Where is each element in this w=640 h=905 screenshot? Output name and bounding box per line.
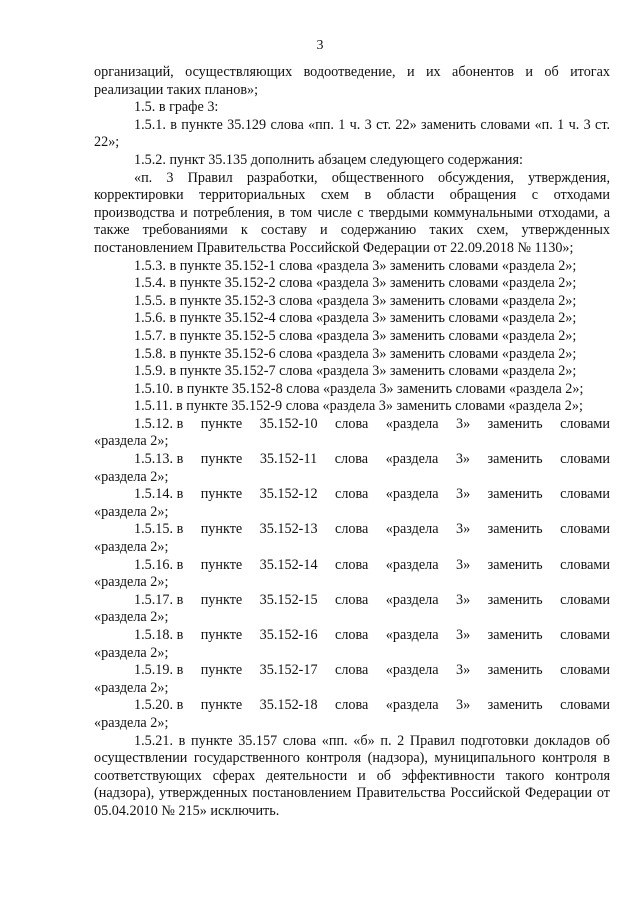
list-item-word: «раздела: [385, 662, 439, 679]
list-item-first-line: [94, 627, 610, 645]
list-item-word: слова: [334, 451, 369, 468]
list-item-word: 1.5.15. в: [134, 521, 184, 538]
list-item: 1.5.6. в пункте 35.152-4 слова «раздела 3» заменить словами «раздела 2»;: [134, 310, 577, 327]
long-items-list: [94, 416, 610, 733]
list-item-word: заменить: [487, 591, 543, 608]
list-item-word: 35.152-15: [259, 591, 318, 608]
list-item-continuation: «раздела 2»;: [94, 539, 169, 556]
list-item: 1.5.7. в пункте 35.152-5 слова «раздела 3» заменить словами «раздела 2»;: [134, 327, 577, 344]
list-item-word: заменить: [487, 697, 543, 714]
list-item-word: 3»: [455, 415, 471, 432]
list-item-word: 35.152-14: [259, 556, 318, 573]
list-item-word: «раздела: [385, 556, 439, 573]
list-item-first-line: [94, 416, 610, 434]
list-item-continuation: «раздела 2»;: [94, 644, 169, 661]
list-item-word: пункте: [200, 662, 243, 679]
list-item-word: «раздела: [385, 697, 439, 714]
list-item-word: заменить: [487, 627, 543, 643]
list-item-word: 3»: [455, 627, 471, 643]
list-item-word: слова: [335, 486, 369, 503]
list-item-word: 35.152-13: [259, 521, 318, 538]
list-item: [94, 521, 610, 556]
list-item-word: 35.152-12: [259, 486, 318, 503]
paragraph-1-5-21: 1.5.21. в пункте 35.157 слова «пп. «б» п. 2 Правил подготовки докладов об осуществлении государственного контроля (надзора), муниципального контроля в соответствующих сферах деятельности и об эффективности такого контроля (надзора), утвержденных постановлением Правительства Российской Федерации от 05.04.2010 № 215» исключить.: [94, 732, 610, 819]
list-item-first-line: [94, 557, 610, 575]
list-item: 1.5.4. в пункте 35.152-2 слова «раздела 3» заменить словами «раздела 2»;: [134, 275, 577, 292]
list-item-word: «раздела: [385, 591, 439, 608]
list-item-word: слова: [335, 415, 369, 432]
list-item-word: «раздела: [385, 627, 439, 643]
list-item-word: заменить: [487, 451, 543, 468]
list-item-continuation: «раздела 2»;: [94, 714, 169, 731]
short-items-list: [94, 258, 610, 416]
list-item-word: 35.152-11: [259, 451, 318, 468]
list-item-word: пункте: [200, 697, 243, 714]
list-item-word: словами: [560, 415, 610, 432]
list-item-word: словами: [560, 556, 610, 573]
list-item: [94, 557, 610, 592]
list-item-word: 35.152-18: [259, 697, 318, 714]
list-item-word: словами: [560, 451, 610, 468]
list-item-continuation: «раздела 2»;: [94, 433, 169, 450]
list-item-word: 1.5.17. в: [134, 591, 184, 608]
list-item-word: словами: [560, 662, 610, 679]
list-item-word: словами: [560, 486, 610, 503]
list-item: 1.5.8. в пункте 35.152-6 слова «раздела 3» заменить словами «раздела 2»;: [134, 345, 577, 362]
list-item-word: заменить: [487, 556, 543, 573]
list-item: 1.5.3. в пункте 35.152-1 слова «раздела 3» заменить словами «раздела 2»;: [134, 257, 577, 274]
list-item-word: 3»: [455, 556, 471, 573]
list-item-first-line: [94, 486, 610, 504]
list-item: [94, 451, 610, 486]
list-item-word: пункте: [200, 451, 243, 468]
list-item-word: 3»: [455, 697, 471, 714]
page-number: 3: [316, 38, 324, 53]
list-item: 1.5.5. в пункте 35.152-3 слова «раздела 3» заменить словами «раздела 2»;: [134, 292, 577, 309]
list-item-word: 3»: [455, 521, 471, 538]
list-item-first-line: [94, 521, 610, 539]
list-item-word: 3»: [455, 486, 471, 503]
list-item: 1.5.11. в пункте 35.152-9 слова «раздела 3» заменить словами «раздела 2»;: [134, 398, 583, 415]
list-item-word: 3»: [455, 451, 471, 468]
paragraph-1-5: 1.5. в графе 3:: [134, 99, 219, 116]
list-item-first-line: [94, 697, 610, 715]
list-item: [94, 486, 610, 521]
list-item-continuation: «раздела 2»;: [94, 503, 169, 520]
list-item-word: «раздела: [385, 451, 439, 468]
list-item-word: 1.5.13. в: [134, 451, 184, 468]
list-item-word: заменить: [487, 662, 543, 679]
list-item-word: 1.5.20. в: [134, 697, 184, 714]
list-item-word: слова: [335, 662, 369, 679]
list-item-word: пункте: [200, 627, 243, 643]
list-item-word: слова: [335, 627, 369, 643]
list-item-word: 3»: [455, 591, 471, 608]
list-item-first-line: [94, 662, 610, 680]
list-item: [94, 697, 610, 732]
document-body: [94, 64, 610, 821]
list-item-word: «раздела: [385, 415, 439, 432]
list-item-word: 1.5.14. в: [134, 486, 184, 503]
list-item-word: слова: [335, 591, 369, 608]
paragraph-1-5-2: 1.5.2. пункт 35.135 дополнить абзацем следующего содержания:: [134, 151, 523, 168]
list-item-word: «раздела: [385, 486, 439, 503]
list-item-word: 35.152-10: [259, 415, 318, 432]
list-item: [94, 592, 610, 627]
list-item-word: пункте: [200, 486, 243, 503]
list-item-continuation: «раздела 2»;: [94, 574, 169, 591]
list-item-word: пункте: [200, 415, 243, 432]
list-item-word: заменить: [487, 415, 543, 432]
list-item-continuation: «раздела 2»;: [94, 609, 169, 626]
list-item-word: словами: [560, 627, 610, 643]
list-item: [94, 627, 610, 662]
list-item-word: 1.5.18. в: [134, 627, 184, 643]
list-item-continuation: «раздела 2»;: [94, 468, 169, 485]
list-item-word: 1.5.19. в: [134, 662, 184, 679]
list-item-word: словами: [560, 697, 610, 714]
list-item: [94, 662, 610, 697]
paragraph-intro: организаций, осуществляющих водоотведение, и их абонентов и об итогах реализации таких планов»;: [94, 64, 610, 98]
list-item-word: словами: [560, 591, 610, 608]
list-item-word: заменить: [487, 486, 543, 503]
list-item-word: 1.5.16. в: [134, 556, 184, 573]
list-item-word: заменить: [487, 521, 543, 538]
list-item-word: 35.152-17: [259, 662, 318, 679]
list-item-word: слова: [335, 556, 369, 573]
quoted-text: «п. 3 Правил разработки, общественного обсуждения, утверждения, корректировки территориальных схем в области обращения с отходами производства и потребления, в том числе с твердыми коммунальными отходами, а также требованиями к составу и содержанию таких схем, утвержденных постановлением Правительства Российской Федерации от 22.09.2018 № 1130»;: [94, 169, 610, 256]
list-item-first-line: [94, 451, 610, 469]
list-item: [94, 416, 610, 451]
list-item-continuation: «раздела 2»;: [94, 679, 169, 696]
list-item-word: пункте: [200, 591, 243, 608]
list-item-word: 1.5.12. в: [134, 415, 184, 432]
list-item: 1.5.9. в пункте 35.152-7 слова «раздела 3» заменить словами «раздела 2»;: [134, 363, 577, 380]
paragraph-1-5-1: 1.5.1. в пункте 35.129 слова «пп. 1 ч. 3 ст. 22» заменить словами «п. 1 ч. 3 ст. 22»;: [94, 116, 610, 151]
list-item-first-line: [94, 592, 610, 610]
list-item-word: пункте: [200, 521, 243, 538]
list-item: 1.5.10. в пункте 35.152-8 слова «раздела 3» заменить словами «раздела 2»;: [134, 380, 584, 397]
list-item-word: слова: [335, 521, 369, 538]
list-item-word: «раздела: [385, 521, 439, 538]
list-item-word: пункте: [200, 556, 243, 573]
list-item-word: 35.152-16: [259, 627, 318, 643]
list-item-word: слова: [335, 697, 369, 714]
list-item-word: словами: [560, 521, 610, 538]
list-item-word: 3»: [455, 662, 471, 679]
